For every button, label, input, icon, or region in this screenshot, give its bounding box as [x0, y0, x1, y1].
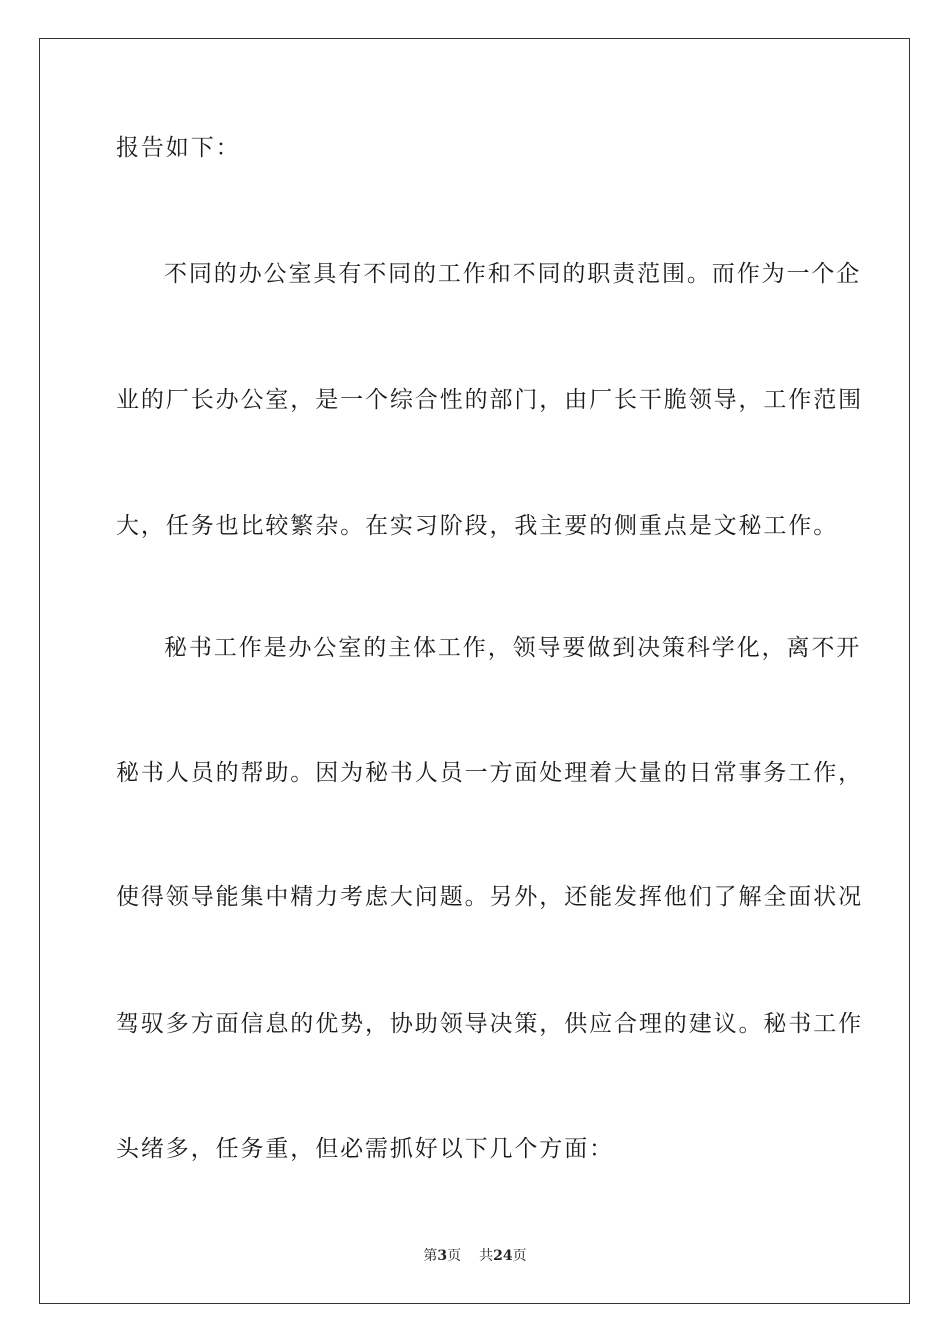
- page-prefix: 第: [423, 1248, 438, 1264]
- text-line-1: 报告如下：: [116, 135, 241, 161]
- page-footer: [0, 1247, 950, 1265]
- page-border: [39, 38, 910, 1304]
- total-suffix: 页: [512, 1248, 527, 1264]
- text-line-2: 不同的办公室具有不同的工作和不同的职责范围。而作为一个企: [164, 261, 862, 287]
- page-suffix: 页: [447, 1248, 462, 1264]
- total-prefix: 共: [479, 1248, 494, 1264]
- text-line-4: 大，任务也比较繁杂。在实习阶段，我主要的侧重点是文秘工作。: [116, 513, 839, 539]
- text-line-8: 驾驭多方面信息的优势，协助领导决策，供应合理的建议。秘书工作: [116, 1011, 863, 1037]
- page-number: 3: [437, 1248, 448, 1264]
- text-line-3: 业的厂长办公室，是一个综合性的部门，由厂长干脆领导，工作范围: [116, 387, 863, 413]
- total-pages: 24: [493, 1248, 513, 1264]
- text-line-5: 秘书工作是办公室的主体工作，领导要做到决策科学化，离不开: [164, 635, 862, 661]
- text-line-7: 使得领导能集中精力考虑大问题。另外，还能发挥他们了解全面状况: [116, 884, 863, 910]
- text-line-6: 秘书人员的帮助。因为秘书人员一方面处理着大量的日常事务工作，: [116, 760, 863, 786]
- text-line-9: 头绪多，任务重，但必需抓好以下几个方面：: [116, 1136, 614, 1162]
